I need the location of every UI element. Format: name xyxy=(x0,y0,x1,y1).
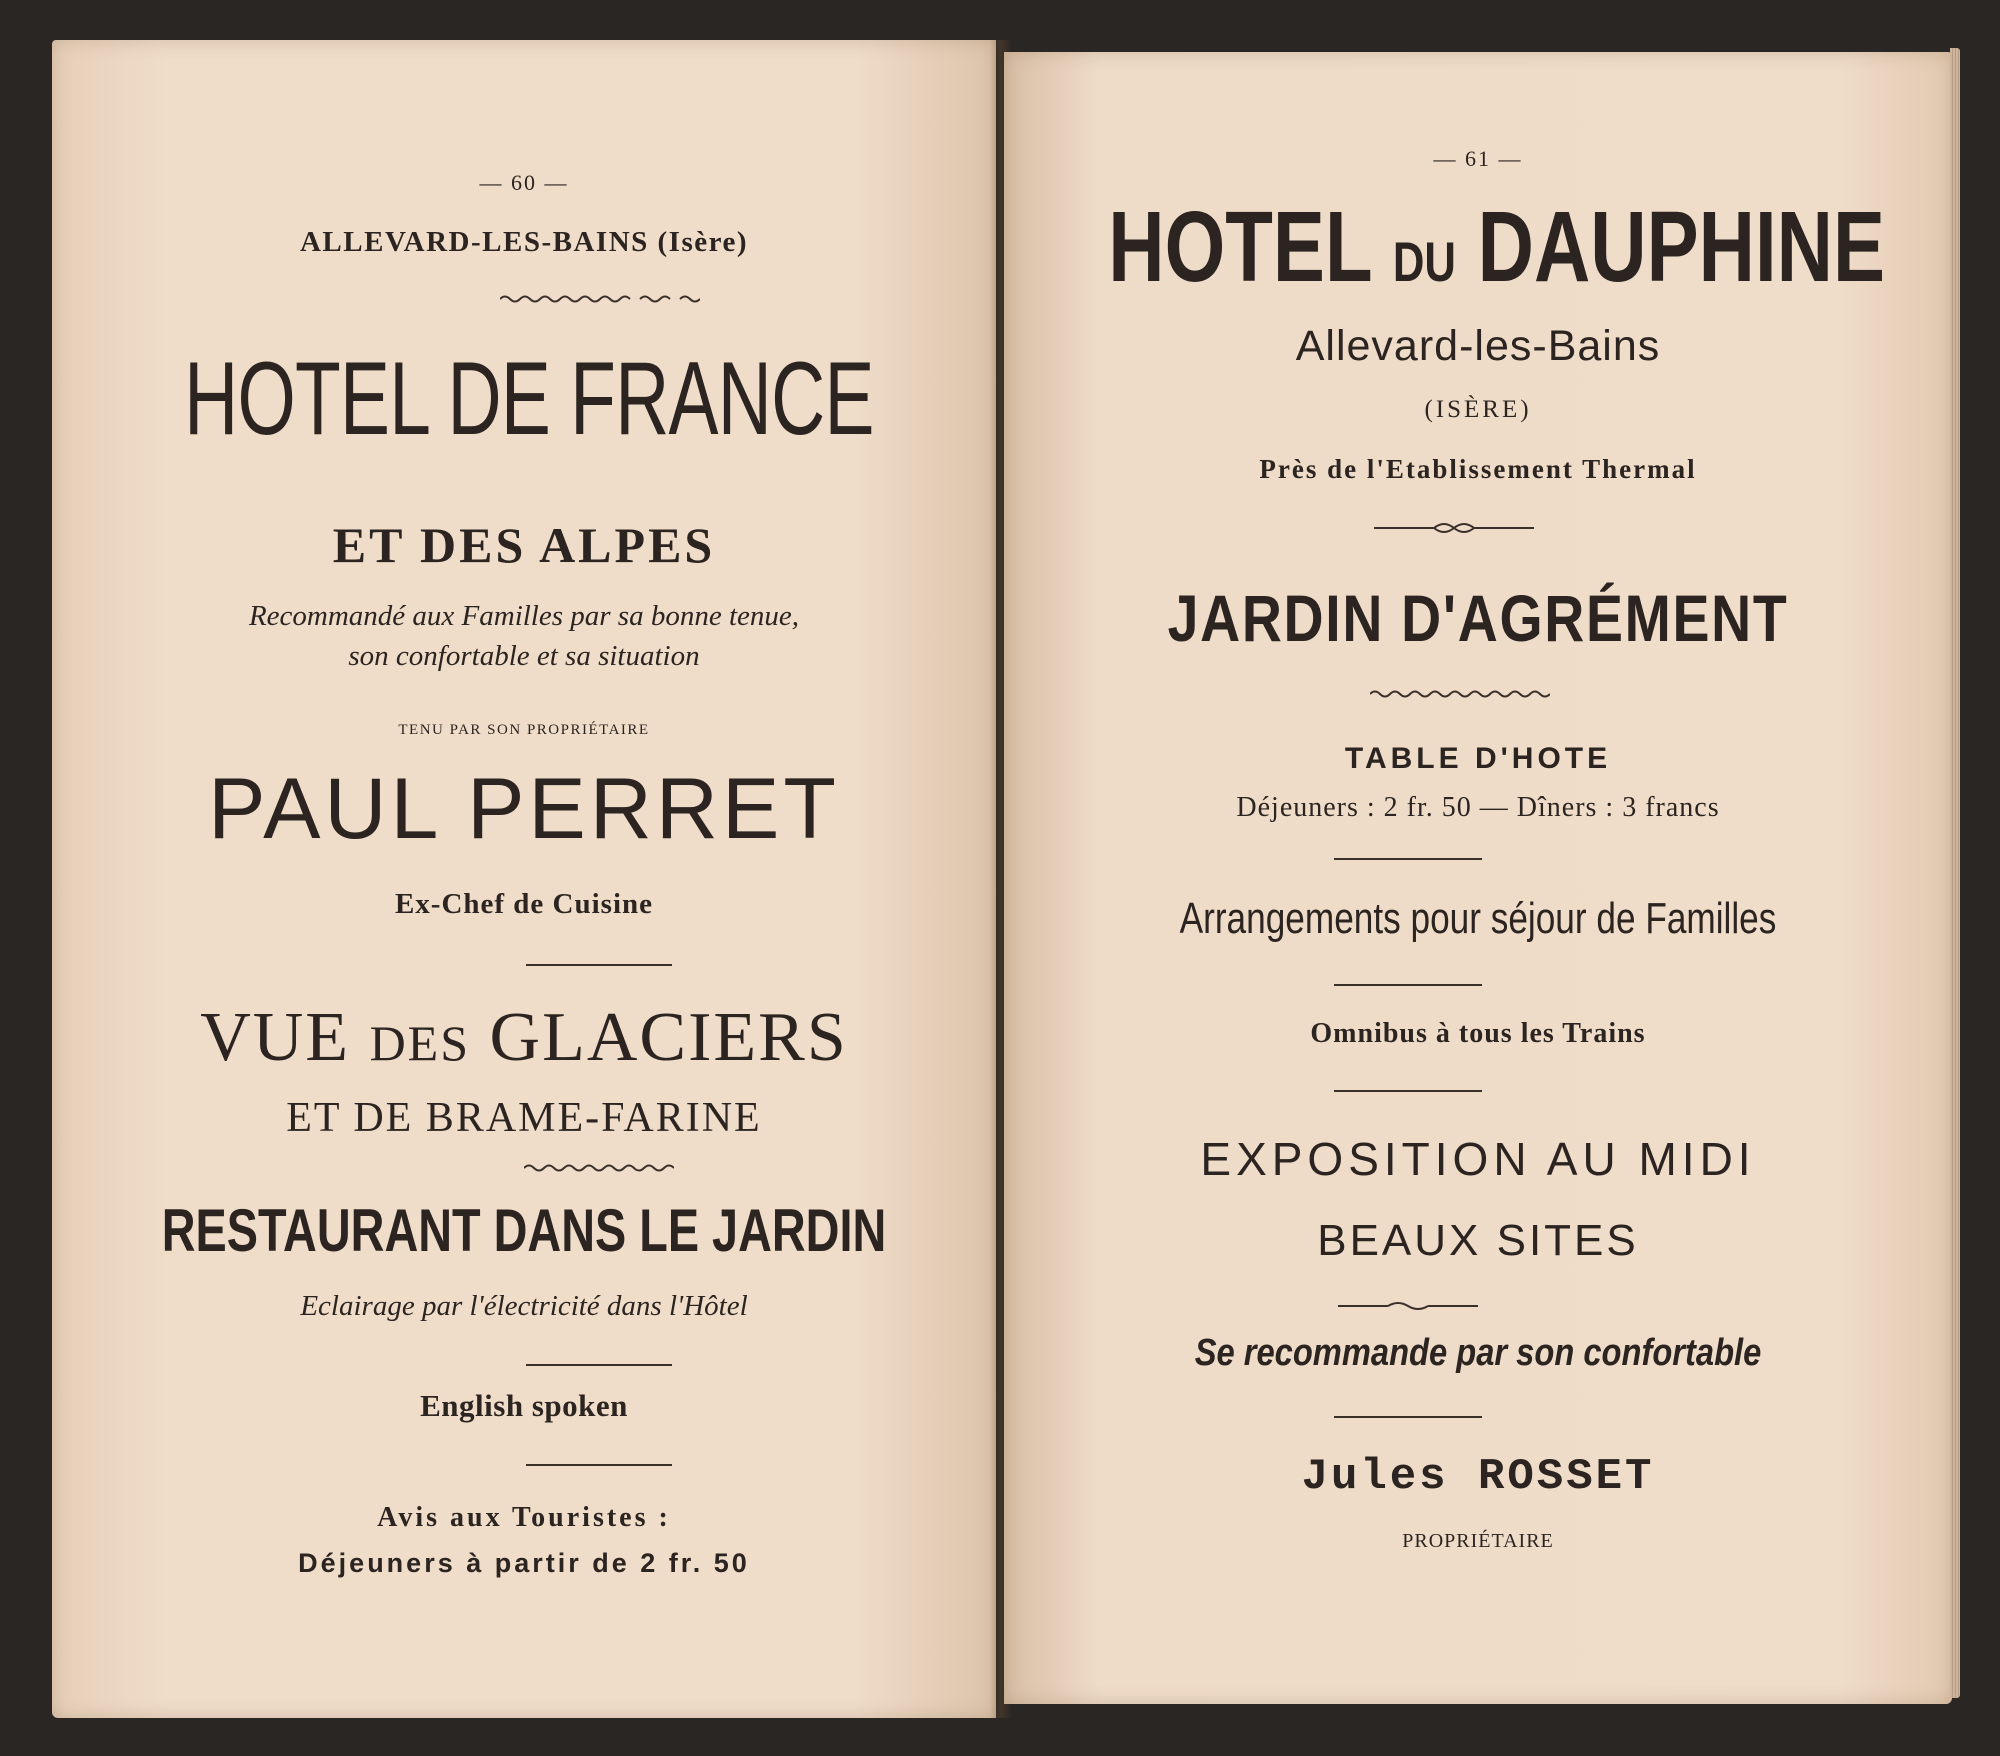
page-number-60: — 60 — xyxy=(479,170,569,195)
english-spoken: English spoken xyxy=(420,1388,628,1423)
owner-title: Ex-Chef de Cuisine xyxy=(394,888,654,920)
restaurant-heading: RESTAURANT DANS LE JARDIN xyxy=(161,1197,887,1264)
tagline-line2: son confortable et sa situation xyxy=(348,640,700,672)
et-des-alpes: ET DES ALPES xyxy=(332,517,716,573)
ornament-flourish xyxy=(1374,520,1534,536)
tagline-line1: Recommandé aux Familles par sa bonne tenue, xyxy=(248,600,800,632)
lighting-note: Eclairage par l'électricité dans l'Hôtel xyxy=(300,1290,748,1322)
view-word2: DES xyxy=(369,1015,471,1071)
owner-name: PAUL PERRET xyxy=(208,761,840,857)
vue-des-glaciers xyxy=(52,998,996,1078)
town-name: Allevard-les-Bains xyxy=(1295,322,1661,370)
ornament-squiggle xyxy=(524,1162,674,1174)
hotel-word3: DAUPHINE xyxy=(1477,191,1886,303)
divider-rule xyxy=(1334,858,1482,860)
left-page xyxy=(52,40,996,1718)
ornament-squiggle xyxy=(500,292,700,306)
divider-rule xyxy=(526,1364,672,1366)
owner-title: PROPRIÉTAIRE xyxy=(1402,1530,1554,1552)
divider-rule xyxy=(526,964,672,966)
location-note: Près de l'Etablissement Thermal xyxy=(1259,454,1697,484)
lunch-offer: Déjeuners à partir de 2 fr. 50 xyxy=(298,1548,750,1578)
omnibus-service: Omnibus à tous les Trains xyxy=(1310,1018,1646,1049)
hotel-word2: DU xyxy=(1392,230,1456,293)
hotel-du-dauphine-title xyxy=(1108,190,1886,305)
meal-prices: Déjeuners : 2 fr. 50 — Dîners : 3 francs xyxy=(1236,792,1720,823)
owner-name: Jules ROSSET xyxy=(1301,1452,1655,1502)
divider-rule xyxy=(1334,984,1482,986)
divider-rule xyxy=(1334,1416,1482,1418)
hotel-de-france-title: HOTEL DE FRANCE xyxy=(184,341,874,457)
exposition-midi: EXPOSITION AU MIDI xyxy=(1200,1133,1756,1185)
held-by: TENU PAR SON PROPRIÉTAIRE xyxy=(398,722,650,738)
view-word3: GLACIERS xyxy=(489,999,848,1076)
hotel-word1: HOTEL xyxy=(1108,191,1372,303)
ornament-squiggle xyxy=(1370,688,1550,700)
jardin-agrement: JARDIN D'AGRÉMENT xyxy=(1167,581,1789,655)
tourist-notice: Avis aux Touristes : xyxy=(377,1502,671,1533)
right-page xyxy=(1004,52,1952,1704)
family-arrangements: Arrangements pour séjour de Familles xyxy=(1179,894,1777,943)
department: (ISÈRE) xyxy=(1424,396,1532,423)
divider-rule xyxy=(526,1464,672,1466)
beaux-sites: BEAUX SITES xyxy=(1317,1216,1639,1265)
divider-rule xyxy=(1334,1090,1482,1092)
city-heading: ALLEVARD-LES-BAINS (Isère) xyxy=(299,226,748,258)
recommendation: Se recommande par son confortable xyxy=(1194,1332,1762,1374)
brame-farine: ET DE BRAME-FARINE xyxy=(286,1095,762,1141)
view-word1: VUE xyxy=(200,999,351,1076)
table-d-hote: TABLE D'HOTE xyxy=(1344,742,1612,775)
ornament-flourish xyxy=(1338,1300,1478,1312)
page-number-61: — 61 — xyxy=(1433,146,1523,171)
page-edges xyxy=(1950,48,1960,1698)
